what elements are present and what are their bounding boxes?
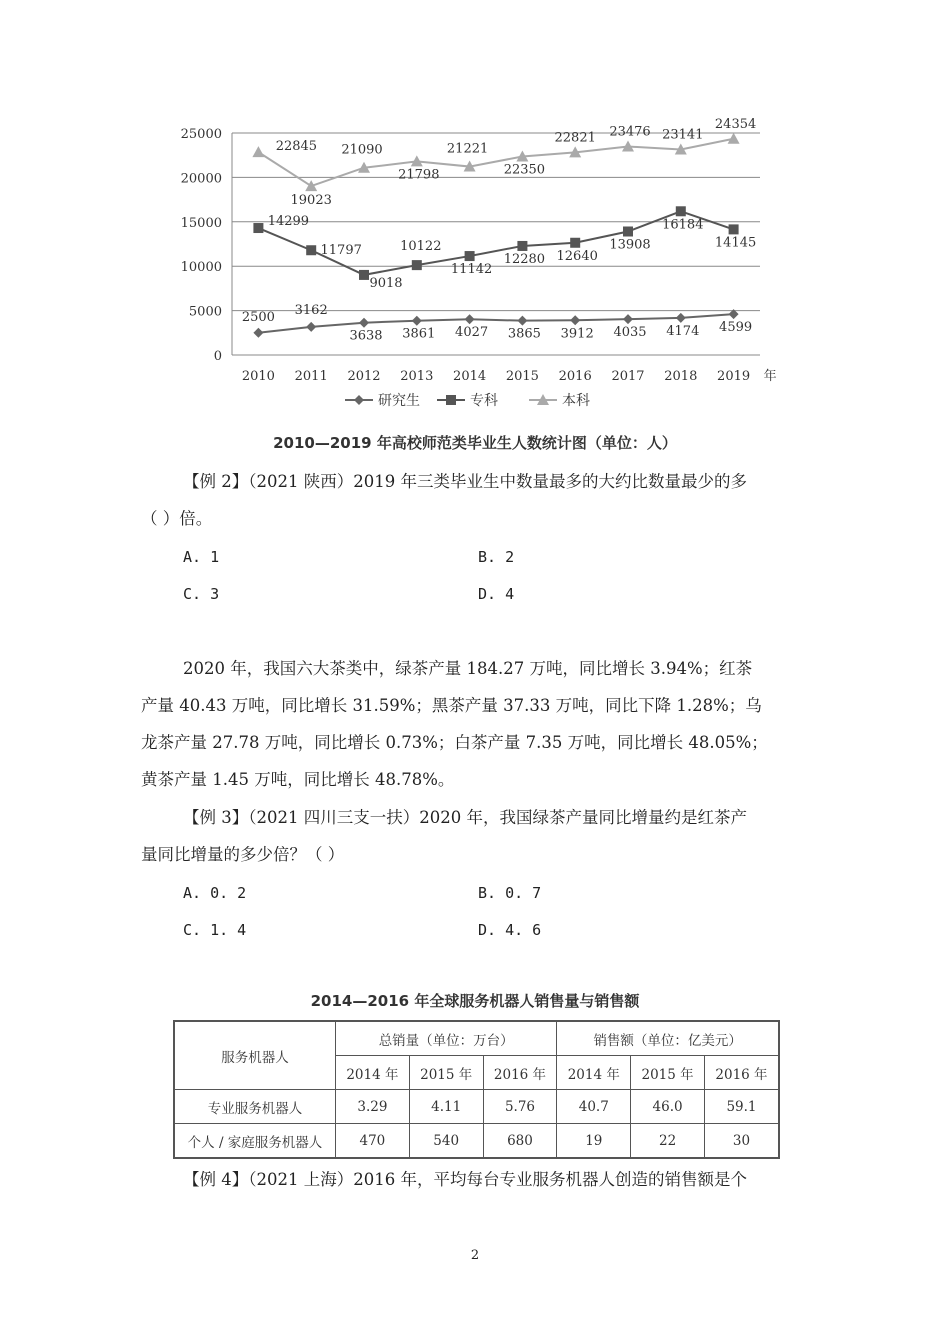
year-header: 2014 年 [336,1056,410,1090]
y-tick-label: 20000 [180,171,222,187]
data-point-square [676,206,686,216]
row-label: 专业服务机器人 [174,1090,336,1124]
example2-option-c: C. 3 [183,585,220,603]
table-row [174,1090,779,1124]
data-label: 11142 [450,262,493,278]
x-tick-label: 2015 [505,369,539,384]
example2-option-d: D. 4 [478,585,515,603]
data-label: 22845 [275,139,318,155]
chart-svg [160,118,800,418]
table-cell: 19 [557,1124,631,1159]
data-label: 3865 [507,326,541,342]
data-point-diamond [359,318,369,328]
series-line-diamond [258,314,733,333]
data-point-triangle [728,133,740,144]
data-label: 23141 [662,127,704,143]
series-line-triangle [258,139,733,186]
legend-label: 本科 [562,393,590,409]
robot-sales-table [173,1020,780,1159]
year-header: 2016 年 [704,1056,779,1090]
example3-option-c: C. 1. 4 [183,921,247,939]
data-label: 3861 [402,326,436,342]
group-sales-amount-header: 销售额（单位：亿美元） [557,1021,779,1056]
chart-title: 2010—2019 年高校师范类毕业生人数统计图（单位：人） [273,434,677,452]
row-label: 个人 / 家庭服务机器人 [174,1124,336,1159]
data-label: 11797 [320,243,362,259]
x-tick-label: 2010 [241,369,275,384]
group-sales-volume-header: 总销量（单位：万台） [336,1021,557,1056]
example3-option-a: A. 0. 2 [183,884,247,902]
data-point-triangle [252,146,264,157]
example2-option-b: B. 2 [478,548,515,566]
table-cell: 5.76 [483,1090,557,1124]
data-label: 10122 [400,239,442,255]
data-label: 14145 [714,235,757,251]
data-point-diamond [623,314,633,324]
data-label: 3162 [294,302,328,318]
data-point-square [570,238,580,248]
table-cell: 680 [483,1124,557,1159]
data-point-diamond [354,395,364,405]
data-point-diamond [517,316,527,326]
year-header: 2016 年 [483,1056,557,1090]
tea-paragraph-line3: 龙茶产量 27.78 万吨，同比增长 0.73%；白茶产量 7.35 万吨，同比增长 48.05%； [141,733,768,752]
data-label: 14299 [267,214,310,230]
table-cell: 4.11 [409,1090,483,1124]
x-tick-label: 2019 [717,369,751,384]
data-label: 23476 [609,124,651,140]
table-cell: 470 [336,1124,410,1159]
table-cell: 22 [631,1124,705,1159]
example2-option-a: A. 1 [183,548,220,566]
x-tick-label: 2017 [611,369,645,384]
table-cell: 30 [704,1124,779,1159]
table-cell: 3.29 [336,1090,410,1124]
example2-line1: 【例 2】（2021 陕西）2019 年三类毕业生中数量最多的大约比数量最少的多 [183,472,747,491]
year-header: 2015 年 [409,1056,483,1090]
data-point-diamond [306,322,316,332]
data-label: 22821 [554,130,596,146]
page-number: 2 [470,1248,480,1263]
tea-paragraph-line4: 黄茶产量 1.45 万吨，同比增长 48.78%。 [141,770,455,789]
data-label: 4599 [719,320,753,336]
example3-option-b: B. 0. 7 [478,884,542,902]
data-label: 2500 [241,309,275,325]
line-chart [160,118,800,418]
legend-label: 专科 [470,393,498,409]
y-tick-label: 0 [213,349,222,364]
example3-line2: 量同比增量的多少倍？（ ） [141,845,345,864]
data-point-diamond [412,316,422,326]
data-label: 9018 [369,275,403,291]
data-point-square [729,224,739,234]
data-point-square [306,245,316,255]
table-cell: 540 [409,1124,483,1159]
data-label: 24354 [714,118,757,132]
x-tick-label: 2012 [347,369,381,384]
x-tick-label: 2013 [400,369,434,384]
data-label: 16184 [662,217,704,233]
x-tick-label: 2018 [664,369,698,384]
data-point-diamond [570,315,580,325]
data-point-square [446,395,456,405]
x-axis-suffix: 年 [763,369,777,384]
data-point-diamond [253,328,263,338]
y-tick-label: 15000 [180,215,222,231]
example2-line2: （ ）倍。 [141,509,213,528]
example4-line1: 【例 4】（2021 上海）2016 年，平均每台专业服务机器人创造的销售额是个 [183,1170,747,1189]
y-tick-label: 5000 [188,304,222,320]
year-header: 2015 年 [631,1056,705,1090]
x-tick-label: 2016 [558,369,592,384]
data-point-diamond [676,313,686,323]
table-cell: 46.0 [631,1090,705,1124]
y-tick-label: 25000 [180,127,222,142]
data-label: 21221 [446,141,489,157]
data-label: 4174 [666,323,700,339]
row-header-cell: 服务机器人 [174,1021,336,1090]
data-label: 22350 [503,162,546,178]
data-label: 21798 [398,167,440,183]
year-header: 2014 年 [557,1056,631,1090]
data-point-square [465,251,475,261]
table-header-row [174,1021,779,1056]
data-label: 4027 [455,325,489,341]
data-point-square [359,270,369,280]
data-label: 19023 [290,193,332,209]
example3-line1: 【例 3】（2021 四川三支一扶）2020 年，我国绿茶产量同比增量约是红茶产 [183,808,747,827]
table-title: 2014—2016 年全球服务机器人销售量与销售额 [310,992,640,1010]
data-label: 4035 [613,325,647,341]
tea-paragraph-line1: 2020 年，我国六大茶类中，绿茶产量 184.27 万吨，同比增长 3.94%；红茶 [183,659,753,678]
data-label: 12640 [556,248,598,264]
data-label: 3638 [349,328,383,344]
data-point-square [412,260,422,270]
table-cell: 40.7 [557,1090,631,1124]
x-tick-label: 2014 [453,369,487,384]
data-point-square [623,226,633,236]
data-point-square [517,241,527,251]
x-tick-label: 2011 [294,369,328,384]
table-cell: 59.1 [704,1090,779,1124]
data-label: 3912 [560,326,594,342]
data-label: 21090 [341,142,383,158]
data-label: 13908 [609,237,651,253]
data-label: 12280 [503,251,546,267]
legend-label: 研究生 [378,393,420,409]
tea-paragraph-line2: 产量 40.43 万吨，同比增长 31.59%；黑茶产量 37.33 万吨，同比下降 1.28%；乌 [141,696,762,715]
data-point-diamond [465,314,475,324]
table-row [174,1124,779,1159]
y-tick-label: 10000 [180,260,222,276]
example3-option-d: D. 4. 6 [478,921,542,939]
data-point-square [253,223,263,233]
